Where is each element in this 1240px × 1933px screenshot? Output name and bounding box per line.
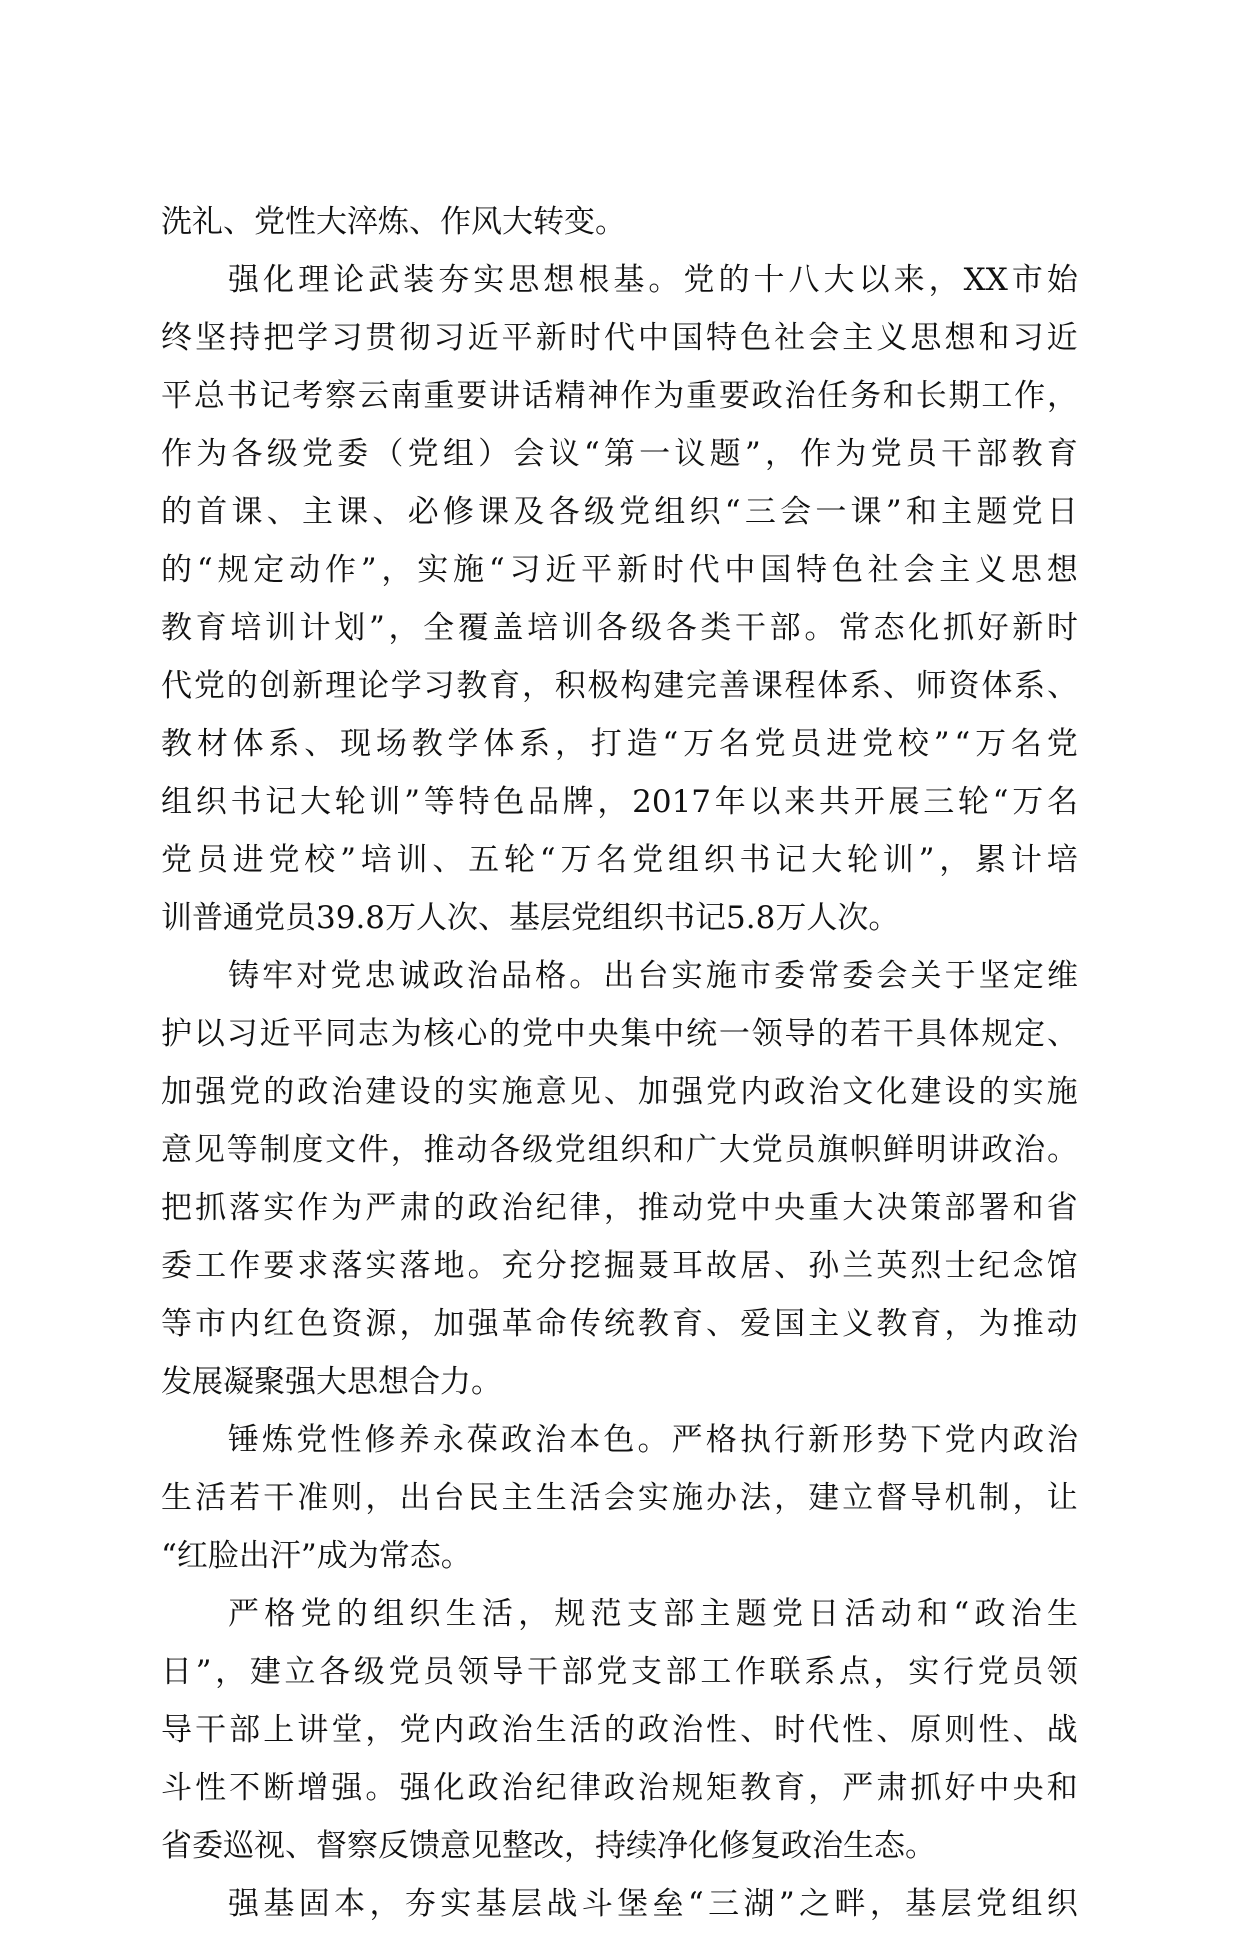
text-line: 党 员 进 党 校 ” 培 训 、 五 轮 “ 万 名 党 组 织 书 记 大 轮 训 ” ， 累 计 培 xyxy=(161,842,1078,878)
text-line: 严 格 党 的 组 织 生 活 ， 规 范 支 部 主 题 党 日 活 动 和 “ 政 治 生 xyxy=(228,1596,1078,1632)
text-line: 代 党 的 创 新 理 论 学 习 教 育 ， 积 极 构 建 完 善 课 程 体 系 、 师 资 体 系 、 xyxy=(161,668,1078,704)
text-line: 把 抓 落 实 作 为 严 肃 的 政 治 纪 律 ， 推 动 党 中 央 重 大 决 策 部 署 和 省 xyxy=(161,1190,1078,1226)
text-line: 锤 炼 党 性 修 养 永 葆 政 治 本 色 。 严 格 执 行 新 形 势 下 党 内 政 治 xyxy=(228,1422,1078,1458)
text-line: 强 化 理 论 武 装 夯 实 思 想 根 基 。 党 的 十 八 大 以 来 ， XX 市 始 xyxy=(228,262,1078,298)
text-line: 护 以 习 近 平 同 志 为 核 心 的 党 中 央 集 中 统 一 领 导 的 若 干 具 体 规 定 、 xyxy=(161,1016,1078,1052)
text-line: 强 基 固 本 ， 夯 实 基 层 战 斗 堡 垒 “ 三 湖 ” 之 畔 ， 基 层 党 组 织 xyxy=(228,1886,1078,1922)
text-line: 洗礼、党性大淬炼、作风大转变。 xyxy=(161,204,626,240)
text-line: 平 总 书 记 考 察 云 南 重 要 讲 话 精 神 作 为 重 要 政 治 任 务 和 长 期 工 作 ， xyxy=(161,378,1078,414)
text-line: “红脸出汗”成为常态。 xyxy=(161,1538,472,1574)
text-line: 委 工 作 要 求 落 实 落 地 。 充 分 挖 掘 聂 耳 故 居 、 孙 兰 英 烈 士 纪 念 馆 xyxy=(161,1248,1078,1284)
text-line: 等 市 内 红 色 资 源 ， 加 强 革 命 传 统 教 育 、 爱 国 主 义 教 育 ， 为 推 动 xyxy=(161,1306,1078,1342)
text-line: 的 “ 规 定 动 作 ” ， 实 施 “ 习 近 平 新 时 代 中 国 特 色 社 会 主 义 思 想 xyxy=(161,552,1078,588)
text-line: 生 活 若 干 准 则 ， 出 台 民 主 生 活 会 实 施 办 法 ， 建 立 督 导 机 制 ， 让 xyxy=(161,1480,1078,1516)
text-line: 作 为 各 级 党 委 （ 党 组 ） 会 议 “ 第 一 议 题 ” ， 作 为 党 员 干 部 教 育 xyxy=(161,436,1078,472)
text-line: 意 见 等 制 度 文 件 ， 推 动 各 级 党 组 织 和 广 大 党 员 旗 帜 鲜 明 讲 政 治 。 xyxy=(161,1132,1078,1168)
text-line: 发展凝聚强大思想合力。 xyxy=(161,1364,502,1400)
text-line: 导 干 部 上 讲 堂 ， 党 内 政 治 生 活 的 政 治 性 、 时 代 性 、 原 则 性 、 战 xyxy=(161,1712,1078,1748)
text-line: 斗 性 不 断 增 强 。 强 化 政 治 纪 律 政 治 规 矩 教 育 ， 严 肃 抓 好 中 央 和 xyxy=(161,1770,1078,1806)
text-line: 的 首 课 、 主 课 、 必 修 课 及 各 级 党 组 织 “ 三 会 一 课 ” 和 主 题 党 日 xyxy=(161,494,1078,530)
text-line: 训普通党员39.8万人次、基层党组织书记5.8万人次。 xyxy=(161,900,900,936)
text-line: 教 育 培 训 计 划 ” ， 全 覆 盖 培 训 各 级 各 类 干 部 。 常 态 化 抓 好 新 时 xyxy=(161,610,1078,646)
body-text xyxy=(161,193,1078,1933)
text-line: 铸 牢 对 党 忠 诚 政 治 品 格 。 出 台 实 施 市 委 常 委 会 关 于 坚 定 维 xyxy=(228,958,1078,994)
text-line: 终 坚 持 把 学 习 贯 彻 习 近 平 新 时 代 中 国 特 色 社 会 主 义 思 想 和 习 近 xyxy=(161,320,1078,356)
text-line: 教 材 体 系 、 现 场 教 学 体 系 ， 打 造 “ 万 名 党 员 进 党 校 ” “ 万 名 党 xyxy=(161,726,1078,762)
text-line: 组 织 书 记 大 轮 训 ” 等 特 色 品 牌 ， 2017 年 以 来 共 开 展 三 轮 “ 万 名 xyxy=(161,784,1078,820)
text-line: 日 ” ， 建 立 各 级 党 员 领 导 干 部 党 支 部 工 作 联 系 点 ， 实 行 党 员 领 xyxy=(161,1654,1078,1690)
text-line: 省委巡视、督察反馈意见整改，持续净化修复政治生态。 xyxy=(161,1828,936,1864)
text-line: 加 强 党 的 政 治 建 设 的 实 施 意 见 、 加 强 党 内 政 治 文 化 建 设 的 实 施 xyxy=(161,1074,1078,1110)
